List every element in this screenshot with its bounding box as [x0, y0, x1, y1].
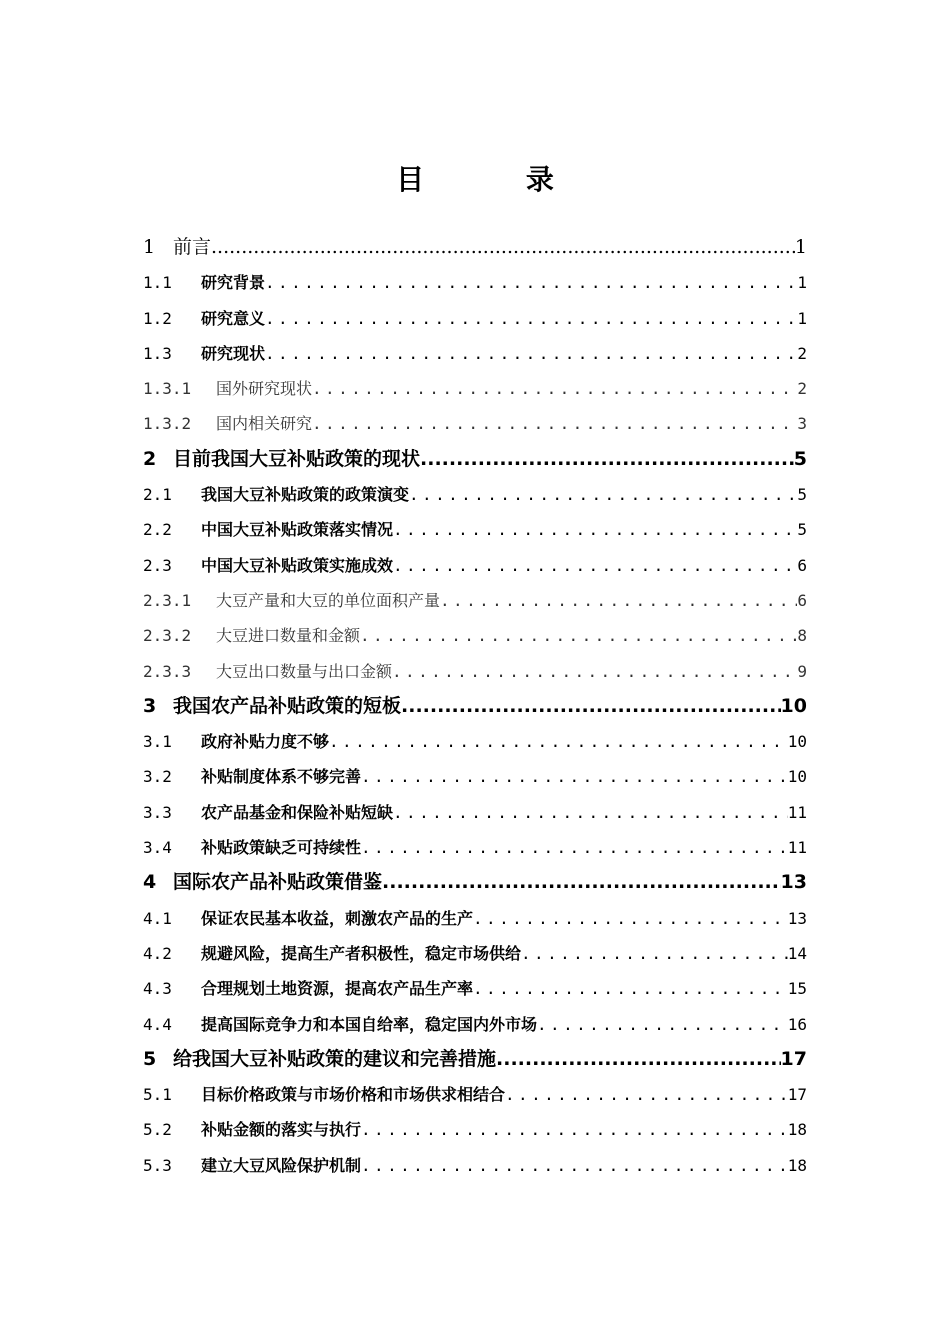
toc-entry-title: 给我国大豆补贴政策的建议和完善措施	[173, 1047, 497, 1070]
toc-leader-dots	[401, 689, 781, 724]
toc-entry-title: 保证农民基本收益，刺激农产品的生产	[201, 908, 474, 928]
toc-entry-page: 2	[797, 379, 807, 399]
toc-entry-title: 建立大豆风险保护机制	[201, 1155, 362, 1175]
toc-entry-title: 政府补贴力度不够	[201, 732, 330, 752]
toc-entry-page: 17	[787, 1085, 807, 1105]
toc-leader-dots	[211, 230, 795, 265]
toc-entry-number: 5	[143, 1047, 157, 1070]
toc-entry-title: 大豆进口数量和金额	[216, 626, 361, 646]
toc-leader-dots	[361, 1148, 788, 1183]
toc-entry[interactable]	[143, 971, 807, 1006]
toc-entry-number: 1.3	[143, 343, 172, 363]
toc-entry[interactable]	[143, 936, 807, 971]
toc-entry-title: 目标价格政策与市场价格和市场供求相结合	[201, 1085, 506, 1105]
toc-entry-page: 6	[797, 555, 807, 575]
toc-leader-dots	[521, 936, 788, 971]
toc-leader-dots	[329, 724, 788, 759]
toc-entry-page: 6	[797, 590, 807, 610]
toc-entry-page: 5	[797, 485, 807, 505]
toc-entry-title: 国内相关研究	[216, 414, 313, 434]
toc-entry-page: 10	[780, 694, 807, 717]
toc-entry[interactable]	[143, 1042, 807, 1077]
toc-entry[interactable]	[143, 759, 807, 794]
toc-entry-number: 1.1	[143, 273, 172, 293]
toc-entry[interactable]	[143, 230, 807, 265]
toc-entry-title: 合理规划土地资源，提高农产品生产率	[201, 979, 474, 999]
toc-entry[interactable]	[143, 724, 807, 759]
toc-entry-number: 5.2	[143, 1120, 172, 1140]
toc-entry-title: 补贴政策缺乏可持续性	[201, 838, 362, 858]
toc-leader-dots	[496, 1042, 781, 1077]
toc-entry-number: 2.3.2	[143, 626, 192, 646]
toc-entry[interactable]	[143, 512, 807, 547]
table-of-contents	[143, 230, 807, 1183]
toc-leader-dots	[312, 371, 797, 406]
toc-entry-number: 3.1	[143, 732, 172, 752]
toc-entry-page: 17	[780, 1047, 807, 1070]
toc-entry-title: 大豆出口数量与出口金额	[216, 661, 393, 681]
toc-entry-page: 16	[787, 1014, 807, 1034]
toc-entry[interactable]	[143, 795, 807, 830]
toc-leader-dots	[361, 1112, 788, 1147]
toc-entry-page: 18	[787, 1155, 807, 1175]
toc-entry[interactable]	[143, 654, 807, 689]
toc-entry-number: 3.3	[143, 802, 172, 822]
toc-entry-title: 我国农产品补贴政策的短板	[173, 694, 402, 717]
toc-entry-title: 规避风险，提高生产者积极性，稳定市场供给	[201, 943, 522, 963]
toc-entry[interactable]	[143, 442, 807, 477]
toc-entry-title: 大豆产量和大豆的单位面积产量	[216, 590, 441, 610]
toc-entry-number: 3.4	[143, 838, 172, 858]
toc-entry-number: 1.2	[143, 308, 172, 328]
toc-entry-title: 目前我国大豆补贴政策的现状	[173, 447, 421, 470]
toc-entry[interactable]	[143, 583, 807, 618]
toc-entry[interactable]	[143, 865, 807, 900]
toc-leader-dots	[537, 1007, 788, 1042]
toc-entry[interactable]	[143, 301, 807, 336]
toc-entry[interactable]	[143, 477, 807, 512]
toc-entry-page: 9	[797, 661, 807, 681]
toc-entry[interactable]	[143, 1007, 807, 1042]
toc-entry-number: 3.2	[143, 767, 172, 787]
toc-entry[interactable]	[143, 336, 807, 371]
toc-entry-page: 5	[793, 447, 807, 470]
toc-entry[interactable]	[143, 265, 807, 300]
toc-entry-number: 1	[143, 236, 156, 258]
toc-entry-number: 1.3.2	[143, 414, 192, 434]
toc-leader-dots	[265, 336, 797, 371]
toc-entry-title: 中国大豆补贴政策落实情况	[201, 520, 394, 540]
toc-leader-dots	[505, 1077, 788, 1112]
toc-entry-number: 5.1	[143, 1085, 172, 1105]
toc-leader-dots	[409, 477, 797, 512]
toc-leader-dots	[312, 406, 797, 441]
toc-entry-number: 4.3	[143, 979, 172, 999]
toc-entry-number: 2.3.3	[143, 661, 192, 681]
toc-entry-page: 11	[787, 802, 807, 822]
toc-entry-page: 5	[797, 520, 807, 540]
toc-entry-number: 5.3	[143, 1155, 172, 1175]
toc-entry-page: 1	[794, 236, 807, 258]
toc-entry-number: 4	[143, 871, 157, 894]
toc-entry-number: 4.1	[143, 908, 172, 928]
toc-entry-number: 4.2	[143, 943, 172, 963]
toc-entry[interactable]	[143, 689, 807, 724]
toc-entry[interactable]	[143, 371, 807, 406]
toc-entry-page: 13	[780, 871, 807, 894]
toc-entry-title: 研究意义	[201, 308, 266, 328]
toc-entry-title: 农产品基金和保险补贴短缺	[201, 802, 394, 822]
toc-entry-page: 15	[787, 979, 807, 999]
toc-entry-page: 11	[787, 838, 807, 858]
toc-leader-dots	[265, 265, 797, 300]
page-title: 目 录	[396, 163, 600, 196]
toc-entry-number: 2.1	[143, 485, 172, 505]
toc-entry-title: 前言	[173, 236, 212, 258]
toc-entry-title: 研究现状	[201, 343, 266, 363]
toc-entry-number: 2.3	[143, 555, 172, 575]
toc-entry-number: 2.3.1	[143, 590, 192, 610]
toc-entry-page: 1	[797, 308, 807, 328]
toc-entry-page: 10	[787, 767, 807, 787]
toc-leader-dots	[473, 901, 788, 936]
toc-entry[interactable]	[143, 1112, 807, 1147]
toc-leader-dots	[265, 301, 797, 336]
toc-entry-page: 8	[797, 626, 807, 646]
toc-entry-title: 补贴金额的落实与执行	[201, 1120, 362, 1140]
toc-entry[interactable]	[143, 1148, 807, 1183]
toc-entry-page: 10	[787, 732, 807, 752]
toc-leader-dots	[393, 512, 797, 547]
toc-entry-number: 3	[143, 694, 157, 717]
toc-entry[interactable]	[143, 406, 807, 441]
toc-entry-page: 3	[797, 414, 807, 434]
toc-leader-dots	[392, 654, 797, 689]
toc-entry-page: 14	[787, 943, 807, 963]
toc-entry[interactable]	[143, 901, 807, 936]
toc-entry-number: 4.4	[143, 1014, 172, 1034]
toc-entry-title: 补贴制度体系不够完善	[201, 767, 362, 787]
toc-entry-number: 1.3.1	[143, 379, 192, 399]
toc-entry-title: 研究背景	[201, 273, 266, 293]
toc-entry[interactable]	[143, 548, 807, 583]
toc-leader-dots	[393, 548, 797, 583]
toc-entry-page: 2	[797, 343, 807, 363]
toc-leader-dots	[361, 759, 788, 794]
toc-entry[interactable]	[143, 1077, 807, 1112]
toc-leader-dots	[440, 583, 797, 618]
toc-leader-dots	[393, 795, 788, 830]
toc-entry-title: 我国大豆补贴政策的政策演变	[201, 485, 410, 505]
toc-entry-title: 国际农产品补贴政策借鉴	[173, 871, 383, 894]
toc-entry-number: 2.2	[143, 520, 172, 540]
toc-entry[interactable]	[143, 830, 807, 865]
toc-entry-title: 提高国际竞争力和本国自给率，稳定国内外市场	[201, 1014, 538, 1034]
toc-entry-title: 中国大豆补贴政策实施成效	[201, 555, 394, 575]
toc-entry[interactable]	[143, 618, 807, 653]
toc-leader-dots	[382, 865, 781, 900]
toc-leader-dots	[420, 442, 794, 477]
toc-leader-dots	[473, 971, 788, 1006]
toc-entry-page: 1	[797, 273, 807, 293]
toc-entry-page: 18	[787, 1120, 807, 1140]
toc-entry-page: 13	[787, 908, 807, 928]
toc-leader-dots	[360, 618, 797, 653]
toc-entry-number: 2	[143, 447, 157, 470]
toc-leader-dots	[361, 830, 788, 865]
toc-entry-title: 国外研究现状	[216, 379, 313, 399]
